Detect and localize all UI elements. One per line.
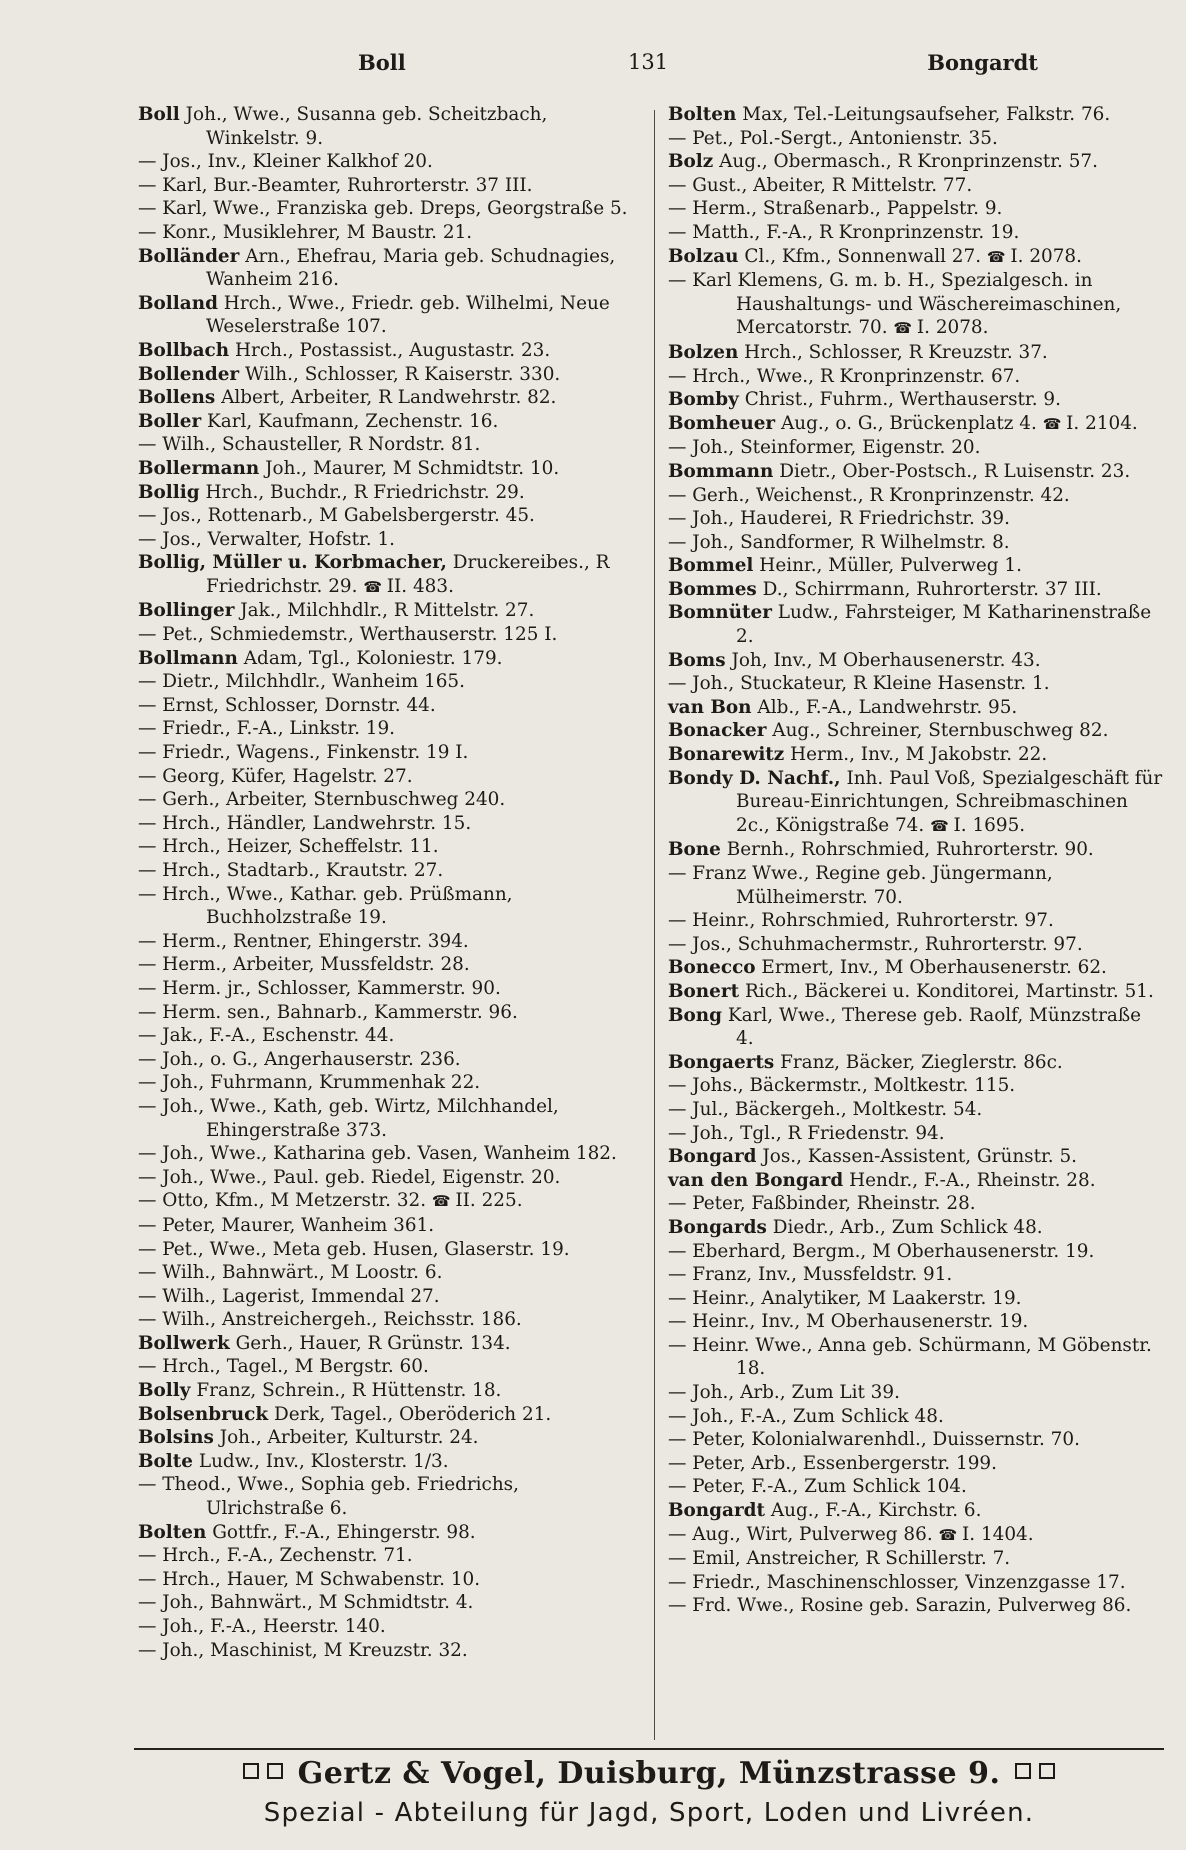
entry-details: — Karl, Wwe., Franziska geb. Dreps, Georgstraße 5. xyxy=(138,198,628,220)
entry-details: — Franz Wwe., Regine geb. Jüngermann, Mülheimerstr. 70. xyxy=(668,863,1053,908)
entry-surname: Bongard xyxy=(668,1146,757,1168)
entry-details: — Joh., Sandformer, R Wilhelmstr. 8. xyxy=(668,531,1010,553)
entry-details: — Jos., Inv., Kleiner Kalkhof 20. xyxy=(138,151,433,173)
entry-surname: Bomheuer xyxy=(668,412,776,434)
directory-entry xyxy=(138,386,640,410)
entry-details: — Hrch., Händler, Landwehrstr. 15. xyxy=(138,812,472,834)
directory-entry xyxy=(138,953,640,977)
directory-entry xyxy=(668,150,1164,174)
entry-details: — Herm., Rentner, Ehingerstr. 394. xyxy=(138,930,469,952)
entry-details: Franz, Bäcker, Zieglerstr. 86c. xyxy=(780,1051,1063,1073)
directory-entry xyxy=(668,436,1164,460)
entry-details: Adam, Tgl., Koloniestr. 179. xyxy=(243,647,503,669)
entry-surname: Bolz xyxy=(668,151,714,173)
directory-entry xyxy=(138,1095,640,1142)
directory-entry xyxy=(668,1334,1164,1381)
directory-entry xyxy=(668,649,1164,673)
directory-entry xyxy=(668,1405,1164,1429)
entry-surname: Bolland xyxy=(138,292,218,314)
directory-entry xyxy=(138,528,640,552)
directory-entry xyxy=(668,1051,1164,1075)
directory-entry xyxy=(138,363,640,387)
phone-number: ☎ I. 2078. xyxy=(893,317,988,338)
directory-entry xyxy=(138,1238,640,1262)
entry-details: — Pet., Schmiedemstr., Werthauserstr. 125 I. xyxy=(138,624,558,646)
directory-entry xyxy=(138,292,640,339)
directory-entry xyxy=(668,1169,1164,1193)
entry-details: Karl, Wwe., Therese geb. Raolf, Münzstraße 4. xyxy=(727,1004,1141,1050)
entry-details: Max, Tel.-Leitungsaufseher, Falkstr. 76. xyxy=(742,104,1111,125)
entry-surname: Bollender xyxy=(138,363,240,385)
directory-entry xyxy=(668,388,1164,412)
entry-details: — Herm., Arbeiter, Mussfeldstr. 28. xyxy=(138,954,470,976)
entry-surname: Bongardt xyxy=(668,1500,765,1522)
entry-details: — Joh., Steinformer, Eigenstr. 20. xyxy=(668,437,981,459)
directory-entry xyxy=(138,1615,640,1639)
directory-entry xyxy=(668,1074,1164,1098)
directory-entry xyxy=(668,601,1164,648)
directory-entry xyxy=(138,1285,640,1309)
phone-number: ☎ II. 225. xyxy=(432,1190,523,1211)
entry-details: Rich., Bäckerei u. Konditorei, Martinstr. 51. xyxy=(744,980,1154,1002)
entry-surname: Bongaerts xyxy=(668,1051,775,1073)
directory-entry xyxy=(668,980,1164,1004)
directory-entry xyxy=(138,1426,640,1450)
directory-entry xyxy=(138,150,640,174)
square-bullet-icon xyxy=(267,1763,283,1779)
entry-surname: Bolsins xyxy=(138,1427,214,1449)
entry-details: — Konr., Musiklehrer, M Baustr. 21. xyxy=(138,221,473,243)
entry-surname: Bolländer xyxy=(138,245,240,267)
entry-details: — Joh., o. G., Angerhauserstr. 236. xyxy=(138,1048,461,1070)
entry-surname: Bonecco xyxy=(668,957,756,979)
directory-entry xyxy=(138,551,640,599)
entry-details: — Frd. Wwe., Rosine geb. Sarazin, Pulverweg 86. xyxy=(668,1595,1132,1617)
entry-details: — Joh., F.-A., Heerstr. 140. xyxy=(138,1616,386,1637)
directory-entry xyxy=(138,930,640,954)
directory-entry xyxy=(138,1639,640,1663)
directory-entry xyxy=(668,956,1164,980)
entry-details: — Joh., Fuhrmann, Krummenhak 22. xyxy=(138,1072,481,1094)
entry-details: — Joh., Hauderei, R Friedrichstr. 39. xyxy=(668,508,1010,530)
entry-details: — Hrch., Heizer, Scheffelstr. 11. xyxy=(138,836,439,858)
directory-entry xyxy=(668,341,1164,365)
entry-surname: Bolten xyxy=(138,1521,207,1543)
entry-details: Jak., Milchhdlr., R Mittelstr. 27. xyxy=(240,600,535,622)
entry-details: Hrch., Postassist., Augustastr. 23. xyxy=(235,339,551,361)
entry-surname: Bollmann xyxy=(138,647,238,669)
entry-details: Dietr., Ober-Postsch., R Luisenstr. 23. xyxy=(779,460,1131,482)
right-column xyxy=(668,103,1164,1618)
directory-entry xyxy=(668,174,1164,198)
entry-details: — Gust., Abeiter, R Mittelstr. 77. xyxy=(668,174,973,196)
directory-entry xyxy=(668,696,1164,720)
entry-details: — Jos., Verwalter, Hofstr. 1. xyxy=(138,528,395,550)
directory-entry xyxy=(668,1452,1164,1476)
directory-entry xyxy=(668,1310,1164,1334)
entry-details: Joh., Arbeiter, Kulturstr. 24. xyxy=(219,1427,479,1449)
header-right-word: Bongardt xyxy=(927,50,1038,75)
directory-entry xyxy=(668,743,1164,767)
directory-entry xyxy=(138,1071,640,1095)
directory-entry xyxy=(138,859,640,883)
entry-details: Albert, Arbeiter, R Landwehrstr. 82. xyxy=(221,387,557,409)
entry-details: — Wilh., Schausteller, R Nordstr. 81. xyxy=(138,434,481,456)
entry-details: Ermert, Inv., M Oberhausenerstr. 62. xyxy=(761,957,1107,979)
advert-line-1 xyxy=(134,1756,1164,1796)
entry-details: — Peter, Maurer, Wanheim 361. xyxy=(138,1214,435,1236)
entry-details: — Franz, Inv., Mussfeldstr. 91. xyxy=(668,1264,953,1286)
directory-entry xyxy=(668,1381,1164,1405)
left-column xyxy=(138,103,640,1662)
directory-entry xyxy=(668,1428,1164,1452)
entry-details: — Joh., F.-A., Zum Schlick 48. xyxy=(668,1405,944,1427)
directory-entry xyxy=(138,835,640,859)
directory-entry xyxy=(138,339,640,363)
entry-details: Christ., Fuhrm., Werthauserstr. 9. xyxy=(744,389,1061,411)
directory-entry xyxy=(138,410,640,434)
entry-details: Derk, Tagel., Oberöderich 21. xyxy=(273,1403,552,1425)
directory-entry xyxy=(668,1216,1164,1240)
entry-details: Joh., Maurer, M Schmidtstr. 10. xyxy=(265,457,560,479)
entry-details: — Pet., Pol.-Sergt., Antonienstr. 35. xyxy=(668,127,998,149)
entry-surname: Bondy D. Nachf., xyxy=(668,767,841,789)
phone-number: ☎ I. 2078. xyxy=(987,246,1082,267)
directory-entry xyxy=(668,838,1164,862)
entry-details: — Pet., Wwe., Meta geb. Husen, Glaserstr. 19. xyxy=(138,1238,570,1260)
entry-surname: van Bon xyxy=(668,696,752,718)
column-divider xyxy=(654,110,655,1740)
entry-surname: van den Bongard xyxy=(668,1169,844,1191)
entry-details: — Georg, Küfer, Hagelstr. 27. xyxy=(138,765,413,787)
entry-details: — Jos., Schuhmachermstr., Ruhrorterstr. 97. xyxy=(668,933,1083,955)
directory-entry xyxy=(668,531,1164,555)
entry-details: — Hrch., Tagel., M Bergstr. 60. xyxy=(138,1356,429,1378)
entry-details: — Jul., Bäckergeh., Moltkestr. 54. xyxy=(668,1098,983,1120)
directory-entry xyxy=(668,1145,1164,1169)
entry-surname: Bomnüter xyxy=(668,602,772,624)
entry-surname: Bommel xyxy=(668,555,754,577)
entry-details: Inh. Paul Voß, Spezialgeschäft für Bureau-Einrichtungen, Schreibmaschinen 2c., Königstraße 74. xyxy=(736,767,1163,836)
directory-entry xyxy=(138,1568,640,1592)
entry-details: — Hrch., F.-A., Zechenstr. 71. xyxy=(138,1545,413,1567)
entry-details: — Heinr. Wwe., Anna geb. Schürmann, M Göbenstr. 18. xyxy=(668,1334,1152,1380)
phone-number: ☎ I. 1695. xyxy=(930,815,1025,836)
entry-details: Herm., Inv., M Jakobstr. 22. xyxy=(790,744,1048,766)
entry-details: Aug., Obermasch., R Kronprinzenstr. 57. xyxy=(719,151,1098,173)
directory-entry xyxy=(138,694,640,718)
directory-entry xyxy=(138,812,640,836)
directory-entry xyxy=(668,1499,1164,1523)
directory-entry xyxy=(668,1547,1164,1571)
directory-entry xyxy=(138,245,640,292)
entry-details: — Ernst, Schlosser, Dornstr. 44. xyxy=(138,694,436,716)
directory-entry xyxy=(138,1048,640,1072)
directory-entry xyxy=(668,1263,1164,1287)
entry-surname: Bommes xyxy=(668,578,757,600)
directory-entry xyxy=(668,1192,1164,1216)
directory-entry xyxy=(138,670,640,694)
directory-entry xyxy=(138,1450,640,1474)
phone-number: ☎ I. 1404. xyxy=(939,1524,1034,1545)
directory-entry xyxy=(668,245,1164,270)
footer-rule-top xyxy=(134,1748,1164,1750)
phone-number: ☎ II. 483. xyxy=(363,576,454,597)
entry-details: — Jos., Rottenarb., M Gabelsbergerstr. 45. xyxy=(138,505,535,527)
entry-details: Bernh., Rohrschmied, Ruhrorterstr. 90. xyxy=(726,839,1094,861)
directory-entry xyxy=(668,221,1164,245)
directory-entry xyxy=(668,1098,1164,1122)
square-bullet-icon xyxy=(243,1763,259,1779)
directory-entry xyxy=(668,507,1164,531)
directory-entry xyxy=(138,1544,640,1568)
page-number: 131 xyxy=(628,50,669,74)
directory-entry xyxy=(668,197,1164,221)
entry-details: D., Schirrmann, Ruhrorterstr. 37 III. xyxy=(762,578,1102,600)
directory-entry xyxy=(138,1379,640,1403)
entry-surname: Bolzau xyxy=(668,245,739,267)
directory-entry xyxy=(138,717,640,741)
entry-surname: Bollinger xyxy=(138,600,235,622)
entry-surname: Bonarewitz xyxy=(668,744,785,766)
directory-entry xyxy=(138,1521,640,1545)
entry-details: — Peter, Kolonialwarenhdl., Duissernstr. 70. xyxy=(668,1429,1080,1451)
entry-details: — Wilh., Anstreichergeh., Reichsstr. 186. xyxy=(138,1309,522,1331)
directory-entry xyxy=(668,862,1164,909)
entry-details: Gottfr., F.-A., Ehingerstr. 98. xyxy=(212,1521,476,1543)
directory-entry xyxy=(668,412,1164,437)
directory-entry xyxy=(668,1122,1164,1146)
entry-details: — Joh., Arb., Zum Lit 39. xyxy=(668,1382,900,1404)
directory-entry xyxy=(668,554,1164,578)
entry-surname: Bollermann xyxy=(138,457,260,479)
directory-entry xyxy=(138,1166,640,1190)
entry-details: — Heinr., Analytiker, M Laakerstr. 19. xyxy=(668,1287,1022,1309)
entry-details: — Gerh., Arbeiter, Sternbuschweg 240. xyxy=(138,789,506,811)
entry-surname: Bone xyxy=(668,839,721,861)
entry-details: — Friedr., Maschinenschlosser, Vinzenzgasse 17. xyxy=(668,1571,1126,1593)
entry-details: — Gerh., Weichenst., R Kronprinzenstr. 42. xyxy=(668,484,1070,506)
advert-line-2: Spezial - Abteilung für Jagd, Sport, Loden und Livréen. xyxy=(263,1798,1035,1828)
entry-details: Hrch., Schlosser, R Kreuzstr. 37. xyxy=(744,341,1048,363)
entry-details: Franz, Schrein., R Hüttenstr. 18. xyxy=(196,1380,502,1402)
directory-entry xyxy=(668,269,1164,341)
entry-details: — Hrch., Stadtarb., Krautstr. 27. xyxy=(138,860,444,881)
entry-details: — Heinr., Rohrschmied, Ruhrorterstr. 97. xyxy=(668,910,1054,932)
directory-entry xyxy=(138,1001,640,1025)
entry-details: — Emil, Anstreicher, R Schillerstr. 7. xyxy=(668,1548,1011,1570)
directory-entry xyxy=(668,672,1164,696)
entry-details: Cl., Kfm., Sonnenwall 27. xyxy=(744,245,982,267)
advert-company: Gertz & Vogel, Duisburg, Münzstrasse 9. xyxy=(297,1756,1001,1791)
entry-surname: Bollens xyxy=(138,387,216,409)
entry-details: — Johs., Bäckermstr., Moltkestr. 115. xyxy=(668,1075,1016,1097)
directory-entry xyxy=(138,433,640,457)
directory-entry xyxy=(668,719,1164,743)
entry-details: Aug., F.-A., Kirchstr. 6. xyxy=(770,1500,982,1522)
entry-details: Heinr., Müller, Pulverweg 1. xyxy=(759,555,1022,577)
directory-entry xyxy=(138,481,640,505)
entry-surname: Bong xyxy=(668,1004,723,1026)
entry-surname: Bolly xyxy=(138,1380,191,1402)
entry-surname: Bolzen xyxy=(668,341,739,363)
directory-entry xyxy=(138,1332,640,1356)
entry-details: — Peter, F.-A., Zum Schlick 104. xyxy=(668,1476,967,1498)
entry-details: — Otto, Kfm., M Metzerstr. 32. xyxy=(138,1190,427,1212)
directory-entry xyxy=(138,788,640,812)
directory-entry xyxy=(138,174,640,198)
entry-details: — Joh., Tgl., R Friedenstr. 94. xyxy=(668,1122,945,1144)
directory-entry xyxy=(138,741,640,765)
directory-entry xyxy=(668,1004,1164,1051)
directory-entry xyxy=(668,578,1164,602)
directory-entry xyxy=(138,197,640,221)
directory-entry xyxy=(668,1571,1164,1595)
entry-details: — Wilh., Lagerist, Immendal 27. xyxy=(138,1285,440,1307)
directory-entry xyxy=(668,909,1164,933)
entry-details: Druckereibes., R Friedrichstr. 29. xyxy=(206,552,610,597)
directory-entry xyxy=(138,1473,640,1520)
entry-details: — Heinr., Inv., M Oberhausenerstr. 19. xyxy=(668,1311,1029,1333)
directory-entry xyxy=(668,127,1164,151)
entry-details: Jos., Kassen-Assistent, Grünstr. 5. xyxy=(762,1146,1077,1168)
entry-details: — Herm. jr., Schlosser, Kammerstr. 90. xyxy=(138,977,501,999)
entry-details: Joh., Wwe., Susanna geb. Scheitzbach, Winkelstr. 9. xyxy=(185,104,548,149)
directory-entry xyxy=(138,1591,640,1615)
header-left-word: Boll xyxy=(358,50,406,75)
entry-surname: Bollwerk xyxy=(138,1332,230,1354)
entry-surname: Bollbach xyxy=(138,339,230,361)
entry-details: — Dietr., Milchhdlr., Wanheim 165. xyxy=(138,671,465,693)
entry-surname: Bolten xyxy=(668,104,737,125)
directory-entry xyxy=(138,221,640,245)
entry-details: — Hrch., Hauer, M Schwabenstr. 10. xyxy=(138,1568,481,1590)
directory-entry xyxy=(138,1355,640,1379)
entry-details: — Joh., Wwe., Paul. geb. Riedel, Eigenstr. 20. xyxy=(138,1166,561,1188)
entry-details: — Herm. sen., Bahnarb., Kammerstr. 96. xyxy=(138,1001,518,1023)
directory-entry xyxy=(138,1403,640,1427)
entry-details: — Joh., Maschinist, M Kreuzstr. 32. xyxy=(138,1639,468,1661)
directory-entry xyxy=(138,1024,640,1048)
square-bullet-icon xyxy=(1015,1763,1031,1779)
entry-surname: Bongards xyxy=(668,1216,767,1238)
entry-details: — Joh., Bahnwärt., M Schmidtstr. 4. xyxy=(138,1592,474,1614)
entry-details: Joh, Inv., M Oberhausenerstr. 43. xyxy=(731,649,1041,671)
directory-entry xyxy=(668,1287,1164,1311)
entry-surname: Bolte xyxy=(138,1450,193,1472)
entry-details: — Karl, Bur.-Beamter, Ruhrorterstr. 37 III. xyxy=(138,174,533,196)
entry-details: Ludw., Fahrsteiger, M Katharinenstraße 2. xyxy=(736,602,1152,648)
entry-details: Aug., o. G., Brückenplatz 4. xyxy=(780,412,1037,434)
entry-details: — Friedr., F.-A., Linkstr. 19. xyxy=(138,718,396,740)
directory-entry xyxy=(668,1523,1164,1548)
directory-entry xyxy=(138,1189,640,1214)
entry-details: — Eberhard, Bergm., M Oberhausenerstr. 19. xyxy=(668,1240,1095,1262)
entry-details: — Aug., Wirt, Pulverweg 86. xyxy=(668,1523,933,1545)
entry-details: — Joh., Stuckateur, R Kleine Hasenstr. 1. xyxy=(668,673,1050,695)
entry-details: Wilh., Schlosser, R Kaiserstr. 330. xyxy=(244,363,561,385)
entry-details: Gerh., Hauer, R Grünstr. 134. xyxy=(235,1332,511,1354)
entry-surname: Bomby xyxy=(668,389,739,411)
entry-surname: Boller xyxy=(138,410,202,432)
directory-entry xyxy=(668,933,1164,957)
directory-entry xyxy=(138,1261,640,1285)
directory-entry xyxy=(138,977,640,1001)
directory-entry xyxy=(668,103,1164,127)
directory-entry xyxy=(138,883,640,930)
directory-entry xyxy=(668,484,1164,508)
directory-entry xyxy=(138,457,640,481)
entry-details: Diedr., Arb., Zum Schlick 48. xyxy=(772,1216,1043,1238)
directory-entry xyxy=(138,1142,640,1166)
directory-entry xyxy=(668,365,1164,389)
entry-details: Aug., Schreiner, Sternbuschweg 82. xyxy=(772,720,1109,742)
entry-surname: Bollig xyxy=(138,481,200,503)
entry-surname: Bommann xyxy=(668,460,774,482)
entry-details: — Hrch., Wwe., Kathar. geb. Prüßmann, Buchholzstraße 19. xyxy=(138,883,513,929)
page-header xyxy=(138,50,1158,90)
entry-details: — Matth., F.-A., R Kronprinzenstr. 19. xyxy=(668,221,1020,243)
entry-details: Alb., F.-A., Landwehrstr. 95. xyxy=(757,696,1018,718)
entry-details: — Herm., Straßenarb., Pappelstr. 9. xyxy=(668,198,1003,220)
entry-details: Ludw., Inv., Klosterstr. 1/3. xyxy=(198,1450,449,1472)
entry-surname: Bolsenbruck xyxy=(138,1403,269,1425)
entry-surname: Bonert xyxy=(668,980,740,1002)
entry-details: — Wilh., Bahnwärt., M Loostr. 6. xyxy=(138,1262,443,1284)
directory-entry xyxy=(138,647,640,671)
entry-details: — Joh., Wwe., Katharina geb. Vasen, Wanheim 182. xyxy=(138,1143,617,1165)
entry-surname: Boms xyxy=(668,649,726,671)
entry-details: — Peter, Arb., Essenbergerstr. 199. xyxy=(668,1452,997,1474)
directory-entry xyxy=(138,504,640,528)
directory-entry xyxy=(668,767,1164,839)
directory-entry xyxy=(138,1214,640,1238)
entry-details: Hendr., F.-A., Rheinstr. 28. xyxy=(849,1169,1096,1191)
directory-entry xyxy=(668,460,1164,484)
entry-details: — Theod., Wwe., Sophia geb. Friedrichs, Ulrichstraße 6. xyxy=(138,1474,519,1520)
entry-details: Hrch., Buchdr., R Friedrichstr. 29. xyxy=(205,481,525,503)
directory-entry xyxy=(668,1594,1164,1618)
phone-number: ☎ I. 2104. xyxy=(1043,413,1138,434)
directory-entry xyxy=(668,1240,1164,1264)
directory-entry xyxy=(138,103,640,150)
directory-entry xyxy=(668,1475,1164,1499)
directory-entry xyxy=(138,623,640,647)
entry-details: Hrch., Wwe., Friedr. geb. Wilhelmi, Neue Weselerstraße 107. xyxy=(206,292,610,338)
entry-details: — Friedr., Wagens., Finkenstr. 19 I. xyxy=(138,742,469,764)
entry-details: Arn., Ehefrau, Maria geb. Schudnagies, Wanheim 216. xyxy=(206,245,616,291)
entry-details: — Hrch., Wwe., R Kronprinzenstr. 67. xyxy=(668,365,1021,387)
directory-entry xyxy=(138,765,640,789)
entry-details: — Joh., Wwe., Kath, geb. Wirtz, Milchhandel, Ehingerstraße 373. xyxy=(138,1095,559,1141)
entry-surname: Bollig, Müller u. Korbmacher, xyxy=(138,552,447,574)
directory-entry xyxy=(138,1308,640,1332)
entry-details: — Peter, Faßbinder, Rheinstr. 28. xyxy=(668,1193,976,1215)
entry-details: — Jak., F.-A., Eschenstr. 44. xyxy=(138,1025,395,1047)
entry-surname: Boll xyxy=(138,104,180,125)
directory-entry xyxy=(138,599,640,623)
entry-details: — Karl Klemens, G. m. b. H., Spezialgesch. in Haushaltungs- und Wäschereimaschinen, Mercatorstr. 70. xyxy=(668,270,1122,339)
entry-surname: Bonacker xyxy=(668,720,767,742)
square-bullet-icon xyxy=(1039,1763,1055,1779)
entry-details: Karl, Kaufmann, Zechenstr. 16. xyxy=(207,410,499,432)
